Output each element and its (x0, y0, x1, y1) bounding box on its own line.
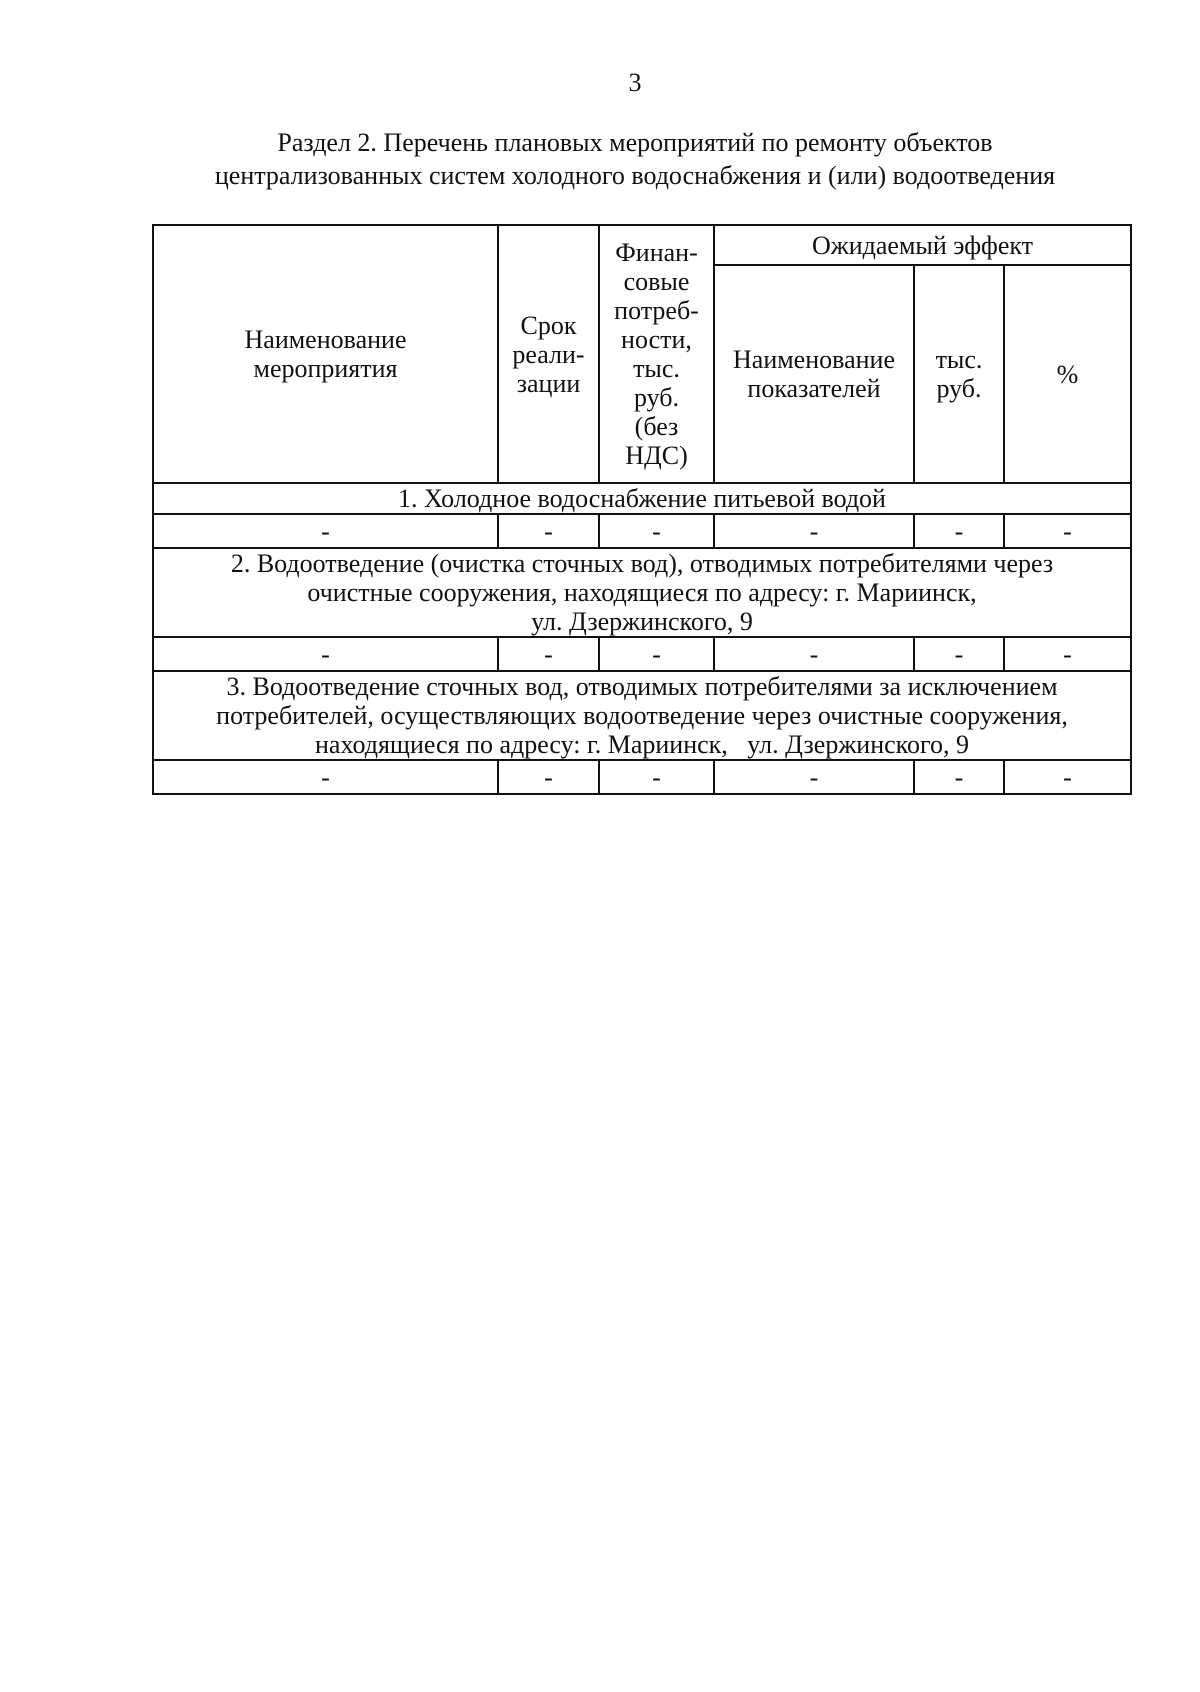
section-title-text: находящиеся по адресу: г. Мариинск, ул. Дзержинского, 9 (315, 730, 969, 759)
header-finance (599, 225, 714, 483)
section-title (150, 126, 1120, 192)
section-title-text: ул. Дзержинского, 9 (531, 607, 753, 636)
table-cell: - (153, 760, 498, 794)
header-term-line: Срок (520, 310, 577, 340)
header-event-name-line: Наименование (244, 325, 407, 354)
table-cell: - (714, 514, 914, 548)
table-cell: - (1004, 514, 1131, 548)
header-term-line: зации (516, 368, 581, 398)
header-finance-line: (без (634, 412, 679, 441)
header-event-name (153, 225, 498, 483)
table-cell: - (498, 514, 599, 548)
header-finance-line: НДС) (625, 441, 688, 470)
section-title-line-1: Раздел 2. Перечень плановых мероприятий по ремонту объектов (277, 128, 993, 157)
header-event-name-line: мероприятия (253, 354, 398, 383)
table-cell: - (498, 637, 599, 671)
header-thousand-rub-line: руб. (936, 374, 982, 403)
table-cell: - (153, 637, 498, 671)
table-cell: - (914, 514, 1004, 548)
section-3-title (153, 671, 1131, 760)
header-finance-line: потреб- (614, 296, 699, 325)
header-finance-line: руб. (633, 383, 680, 412)
header-percent: % (1004, 265, 1131, 483)
page-number: 3 (628, 68, 642, 97)
header-indicators (714, 265, 914, 483)
section-title-text: очистные сооружения, находящиеся по адресу: г. Мариинск, (307, 578, 977, 607)
section-title-text: потребителей, осуществляющих водоотведение через очистные сооружения, (216, 701, 1068, 730)
header-indicators-line: Наименование (733, 345, 895, 374)
table-cell: - (498, 760, 599, 794)
section-1-title (153, 483, 1131, 514)
section-2-title (153, 548, 1131, 637)
table-cell: - (153, 514, 498, 548)
section-title-text: 3. Водоотведение сточных вод, отводимых потребителями за исключением (226, 672, 1058, 701)
section-title-text: 2. Водоотведение (очистка сточных вод), отводимых потребителями через (230, 549, 1054, 578)
header-finance-line: тыс. (633, 354, 680, 383)
events-table (152, 224, 1132, 795)
header-finance-line: совые (623, 267, 690, 296)
table-cell: - (714, 637, 914, 671)
table-cell: - (599, 514, 714, 548)
table-row (153, 637, 1131, 671)
table-row (153, 760, 1131, 794)
table-cell: - (599, 760, 714, 794)
table-row (153, 514, 1131, 548)
header-thousand-rub-line: тыс. (935, 345, 983, 374)
table-cell: - (914, 637, 1004, 671)
header-term (498, 225, 599, 483)
table-cell: - (914, 760, 1004, 794)
table-cell: - (714, 760, 914, 794)
table-cell: - (1004, 760, 1131, 794)
section-title-line-2: централизованных систем холодного водоснабжения и (или) водоотведения (214, 161, 1056, 190)
section-title-text: 1. Холодное водоснабжение питьевой водой (398, 484, 886, 513)
header-indicators-line: показателей (747, 374, 881, 403)
table-cell: - (599, 637, 714, 671)
header-finance-line: ности, (621, 325, 692, 354)
header-thousand-rub (914, 265, 1004, 483)
header-finance-line: Финан- (615, 238, 698, 267)
header-expected-effect: Ожидаемый эффект (714, 225, 1131, 265)
header-term-line: реали- (512, 339, 585, 369)
table-cell: - (1004, 637, 1131, 671)
